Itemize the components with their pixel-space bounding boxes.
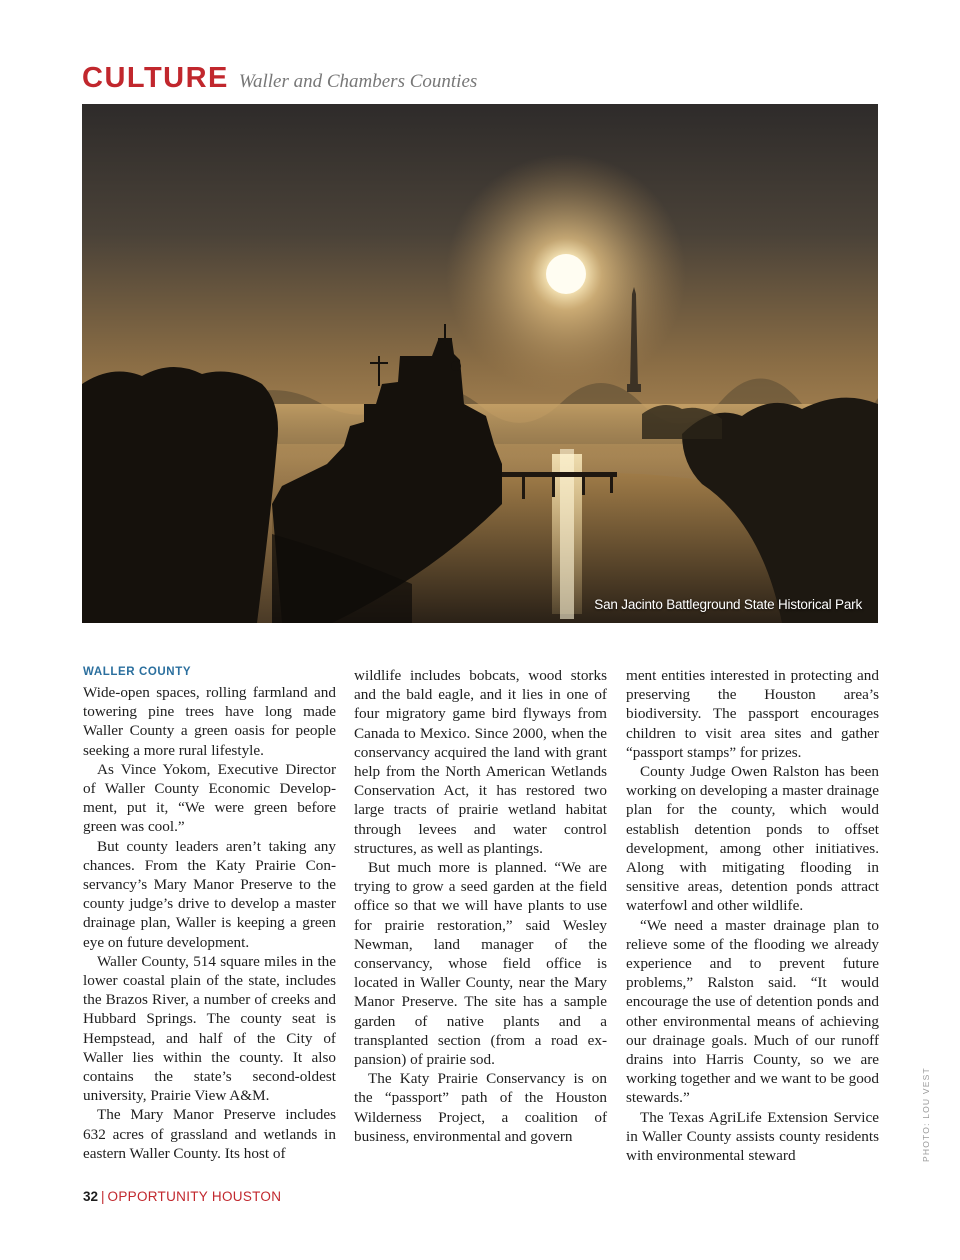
section-subtitle: Waller and Chambers Counties [238, 71, 478, 92]
article-column-3 [626, 666, 879, 1165]
paragraph: ment entities interested in protecting and preserving the Houston area’s biodiversity. The passport encourages children to visit area sites and gather “passport stamps” for prizes. [626, 667, 879, 761]
article-column-2 [354, 666, 607, 1146]
article-column-1 [83, 664, 336, 1163]
paragraph: wildlife includes bobcats, wood storks and the bald eagle, and it lies in one of four migratory game bird flyways from Canada to Mexico. Since 2000, when the conservancy acquired the land with grant help from the North American Wetlands Conservation Act, it has restored two large tracts of prairie wetland habitat through levees and water control structures, as well as plantings. [354, 667, 607, 857]
paragraph: The Mary Manor Preserve includes 632 acres of grassland and wetlands in eastern Waller County. Its host of [83, 1106, 336, 1162]
photo-caption: San Jacinto Battleground State Historical Park [594, 597, 862, 612]
paragraph: But county leaders aren’t taking any chances. From the Katy Prairie Conservancy’s Mary Manor Preserve to the county judge’s drive to develop a master drainage plan, Waller is keeping a green eye on future development. [83, 837, 336, 951]
footer-separator: | [101, 1189, 105, 1204]
paragraph: But much more is planned. “We are trying to grow a seed garden at the field office so that we will have plants to use for prairie restoration,” said Wesley Newman, land manager of the conservancy, whose field office is located in Waller County, near the Mary Manor Preserve. The site has a sample garden of native plants and a transplanted section (from a road expansion) of prairie sod. [354, 859, 607, 1069]
magazine-name: OPPORTUNITY HOUSTON [107, 1189, 282, 1204]
photo-credit: PHOTO: LOU VEST [921, 1067, 931, 1162]
hero-photo [82, 104, 878, 623]
paragraph: The Katy Prairie Conservancy is on the “passport” path of the Houston Wilderness Project, a coalition of business, environmental and govern [354, 1070, 607, 1145]
page-header [82, 62, 477, 95]
section-kicker: WALLER COUNTY [83, 666, 192, 678]
paragraph: As Vince Yokom, Executive Director of Waller County Economic Development, put it, “We were green before green was cool.” [83, 760, 336, 836]
section-title: CULTURE [82, 62, 229, 94]
battleship-sunrise-illustration [82, 104, 878, 623]
paragraph: Waller County, 514 square miles in the lower coastal plain of the state, includes the Brazos River, a number of creeks and Hubbard Springs. The county seat is Hempstead, and half of the City of Waller lies within the county. It also contains the state’s second-oldest university, Prairie View A&M. [83, 952, 336, 1105]
paragraph: “We need a master drainage plan to relieve some of the flooding we already experience and to prevent future problems,” Ralston said. “It would encourage the use of detention ponds and other environmental means of achieving our drainage goals. Much of our runoff drains into Harris County, so we are working together and we want to be good stewards.” [626, 916, 879, 1107]
paragraph: Wide-open spaces, rolling farmland and towering pine trees have long made Waller County a green oasis for people seeking a more rural lifestyle. [83, 684, 336, 759]
page-footer [83, 1189, 281, 1204]
paragraph: County Judge Owen Ralston has been working on developing a master drainage plan for the county, which would establish detention ponds to offset development, among other initiatives. Along with mitigating flooding in sensitive areas, detention ponds attract waterfowl and other wildlife. [626, 763, 879, 915]
page-number: 32 [83, 1189, 99, 1204]
paragraph: The Texas AgriLife Extension Service in Waller County assists county residents with environmental steward [626, 1108, 879, 1165]
